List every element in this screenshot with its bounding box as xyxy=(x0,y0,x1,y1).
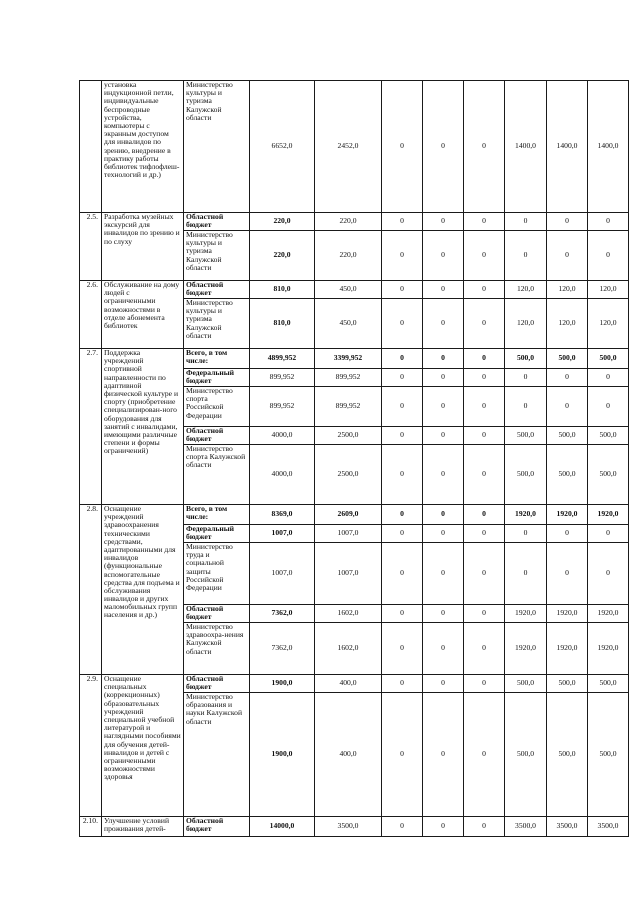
funding-source: Министерство здравоохра-нения Калужской области xyxy=(184,623,250,675)
amount-total: 1007,0 xyxy=(250,543,315,605)
amount-year: 0 xyxy=(423,693,464,817)
funding-source: Министерство образования и науки Калужской области xyxy=(184,693,250,817)
amount-total: 7362,0 xyxy=(250,623,315,675)
measure-name: Разработка музейных экскурсий для инвалидов по зрению и по слуху xyxy=(102,213,184,281)
amount-year: 0 xyxy=(588,543,629,605)
amount-year: 0 xyxy=(382,623,423,675)
amount-year: 1920,0 xyxy=(505,623,547,675)
amount-year: 0 xyxy=(505,387,547,427)
amount-year: 1602,0 xyxy=(315,623,382,675)
amount-year: 0 xyxy=(464,299,505,349)
amount-year: 0 xyxy=(505,231,547,281)
amount-year: 500,0 xyxy=(588,675,629,693)
amount-year: 0 xyxy=(382,281,423,299)
amount-total: 810,0 xyxy=(250,299,315,349)
funding-source: Всего, в том числе: xyxy=(184,505,250,525)
amount-year: 2452,0 xyxy=(315,81,382,213)
amount-year: 1920,0 xyxy=(588,623,629,675)
amount-year: 120,0 xyxy=(547,299,588,349)
amount-year: 0 xyxy=(505,213,547,231)
measure-name: Обслуживание на дому людей с ограниченными возможностями в отделе абонемента библиотек xyxy=(102,281,184,349)
amount-year: 120,0 xyxy=(505,281,547,299)
amount-year: 3500,0 xyxy=(505,817,547,837)
amount-year: 0 xyxy=(588,369,629,387)
amount-total: 1007,0 xyxy=(250,525,315,543)
amount-total: 220,0 xyxy=(250,231,315,281)
amount-total: 1900,0 xyxy=(250,675,315,693)
amount-year: 220,0 xyxy=(315,231,382,281)
amount-year: 450,0 xyxy=(315,299,382,349)
amount-year: 2500,0 xyxy=(315,427,382,445)
amount-year: 0 xyxy=(382,427,423,445)
amount-year: 0 xyxy=(464,213,505,231)
funding-source: Областной бюджет xyxy=(184,213,250,231)
funding-source: Министерство культуры и туризма Калужской области xyxy=(184,231,250,281)
amount-year: 2609,0 xyxy=(315,505,382,525)
amount-year: 0 xyxy=(382,543,423,605)
amount-year: 0 xyxy=(423,817,464,837)
amount-year: 500,0 xyxy=(588,445,629,505)
amount-year: 0 xyxy=(464,445,505,505)
amount-year: 1920,0 xyxy=(505,605,547,623)
budget-table xyxy=(79,80,629,837)
amount-year: 1920,0 xyxy=(588,605,629,623)
funding-source: Министерство спорта Российской Федерации xyxy=(184,387,250,427)
funding-source: Всего, в том числе: xyxy=(184,349,250,369)
amount-year: 0 xyxy=(423,623,464,675)
amount-year: 1920,0 xyxy=(588,505,629,525)
amount-year: 0 xyxy=(464,81,505,213)
amount-year: 0 xyxy=(423,299,464,349)
amount-year: 0 xyxy=(547,387,588,427)
amount-total: 14000,0 xyxy=(250,817,315,837)
funding-source: Областной бюджет xyxy=(184,281,250,299)
funding-source: Федеральный бюджет xyxy=(184,525,250,543)
amount-year: 500,0 xyxy=(588,693,629,817)
amount-year: 0 xyxy=(588,525,629,543)
amount-year: 500,0 xyxy=(547,349,588,369)
amount-year: 0 xyxy=(382,369,423,387)
measure-name: установка индукционной петли, индивидуальные беспроводные устройства, компьютеры с экранным доступом для инвалидов по зрению, внедрение в практику работы библиотек тифлофлеш-технологий и др.) xyxy=(102,81,184,213)
amount-year: 899,952 xyxy=(315,387,382,427)
amount-year: 0 xyxy=(464,525,505,543)
funding-source: Министерство спорта Калужской области xyxy=(184,445,250,505)
row-number: 2.7. xyxy=(80,349,102,505)
amount-year: 0 xyxy=(423,387,464,427)
funding-source: Министерство труда и социальной защиты Российской Федерации xyxy=(184,543,250,605)
amount-year: 0 xyxy=(382,445,423,505)
amount-year: 0 xyxy=(588,213,629,231)
amount-year: 500,0 xyxy=(588,349,629,369)
amount-year: 0 xyxy=(547,369,588,387)
amount-year: 0 xyxy=(382,525,423,543)
table-body xyxy=(80,81,629,837)
amount-year: 0 xyxy=(423,231,464,281)
amount-year: 0 xyxy=(464,369,505,387)
amount-year: 0 xyxy=(382,231,423,281)
amount-year: 0 xyxy=(464,281,505,299)
amount-total: 4899,952 xyxy=(250,349,315,369)
amount-year: 0 xyxy=(464,817,505,837)
amount-year: 120,0 xyxy=(505,299,547,349)
funding-source: Министерство культуры и туризма Калужской области xyxy=(184,81,250,213)
table-row xyxy=(80,505,629,525)
amount-year: 500,0 xyxy=(505,445,547,505)
amount-year: 500,0 xyxy=(588,427,629,445)
amount-year: 120,0 xyxy=(588,299,629,349)
amount-year: 500,0 xyxy=(547,675,588,693)
amount-year: 220,0 xyxy=(315,213,382,231)
amount-year: 1007,0 xyxy=(315,525,382,543)
amount-year: 0 xyxy=(588,231,629,281)
amount-year: 0 xyxy=(464,349,505,369)
amount-year: 0 xyxy=(382,349,423,369)
row-number: 2.8. xyxy=(80,505,102,675)
amount-year: 0 xyxy=(382,81,423,213)
amount-year: 0 xyxy=(505,543,547,605)
amount-year: 1920,0 xyxy=(547,623,588,675)
amount-year: 0 xyxy=(382,387,423,427)
row-number: 2.10. xyxy=(80,817,102,837)
table-row xyxy=(80,349,629,369)
amount-year: 400,0 xyxy=(315,693,382,817)
amount-year: 3500,0 xyxy=(547,817,588,837)
amount-year: 400,0 xyxy=(315,675,382,693)
amount-year: 0 xyxy=(505,369,547,387)
amount-year: 0 xyxy=(464,505,505,525)
amount-year: 0 xyxy=(588,387,629,427)
amount-year: 0 xyxy=(423,675,464,693)
amount-year: 500,0 xyxy=(505,675,547,693)
row-number: 2.9. xyxy=(80,675,102,817)
amount-year: 0 xyxy=(464,675,505,693)
funding-source: Федеральный бюджет xyxy=(184,369,250,387)
amount-total: 6652,0 xyxy=(250,81,315,213)
row-number: 2.5. xyxy=(80,213,102,281)
table-row xyxy=(80,281,629,299)
amount-year: 0 xyxy=(423,445,464,505)
funding-source: Областной бюджет xyxy=(184,427,250,445)
amount-total: 810,0 xyxy=(250,281,315,299)
amount-year: 1400,0 xyxy=(547,81,588,213)
amount-year: 1400,0 xyxy=(588,81,629,213)
amount-total: 220,0 xyxy=(250,213,315,231)
amount-year: 0 xyxy=(423,605,464,623)
amount-year: 1920,0 xyxy=(505,505,547,525)
amount-year: 0 xyxy=(382,817,423,837)
measure-name: Улучшение условий проживания детей- xyxy=(102,817,184,837)
amount-year: 0 xyxy=(464,427,505,445)
amount-year: 0 xyxy=(464,623,505,675)
amount-total: 7362,0 xyxy=(250,605,315,623)
amount-year: 0 xyxy=(464,231,505,281)
funding-source: Областной бюджет xyxy=(184,817,250,837)
table-row xyxy=(80,81,629,213)
amount-year: 2500,0 xyxy=(315,445,382,505)
amount-year: 0 xyxy=(382,299,423,349)
measure-name: Оснащение специальных (коррекционных) образовательных учреждений специальной учебной литературой и наглядными пособиями для обучения детей-инвалидов и детей с ограниченными возможностями здоровья xyxy=(102,675,184,817)
funding-source: Областной бюджет xyxy=(184,675,250,693)
amount-year: 0 xyxy=(464,693,505,817)
amount-total: 899,952 xyxy=(250,369,315,387)
amount-year: 0 xyxy=(382,693,423,817)
amount-year: 500,0 xyxy=(505,349,547,369)
measure-name: Поддержка учреждений спортивной направленности по адаптивной физической культуре и спорту (приобретение специализирован-ного оборудования для занятий с инвалидами, имеющими различные степени и формы ограничений) xyxy=(102,349,184,505)
amount-year: 0 xyxy=(547,543,588,605)
amount-year: 0 xyxy=(423,213,464,231)
amount-total: 1900,0 xyxy=(250,693,315,817)
amount-year: 500,0 xyxy=(547,427,588,445)
amount-year: 0 xyxy=(382,505,423,525)
amount-year: 120,0 xyxy=(547,281,588,299)
funding-source: Областной бюджет xyxy=(184,605,250,623)
amount-year: 0 xyxy=(547,213,588,231)
amount-year: 1920,0 xyxy=(547,505,588,525)
amount-year: 120,0 xyxy=(588,281,629,299)
amount-year: 0 xyxy=(464,387,505,427)
row-number: 2.6. xyxy=(80,281,102,349)
amount-year: 0 xyxy=(382,675,423,693)
table-row xyxy=(80,817,629,837)
amount-year: 3500,0 xyxy=(588,817,629,837)
amount-total: 4000,0 xyxy=(250,427,315,445)
funding-source: Министерство культуры и туризма Калужской области xyxy=(184,299,250,349)
amount-total: 8369,0 xyxy=(250,505,315,525)
amount-year: 1602,0 xyxy=(315,605,382,623)
amount-year: 0 xyxy=(382,605,423,623)
amount-year: 500,0 xyxy=(505,427,547,445)
amount-year: 0 xyxy=(423,281,464,299)
amount-year: 1920,0 xyxy=(547,605,588,623)
amount-year: 0 xyxy=(423,369,464,387)
table-row xyxy=(80,675,629,693)
amount-year: 500,0 xyxy=(505,693,547,817)
amount-year: 0 xyxy=(382,213,423,231)
amount-year: 450,0 xyxy=(315,281,382,299)
amount-year: 0 xyxy=(547,525,588,543)
amount-year: 0 xyxy=(423,427,464,445)
amount-year: 0 xyxy=(547,231,588,281)
amount-year: 1400,0 xyxy=(505,81,547,213)
amount-year: 0 xyxy=(423,81,464,213)
amount-year: 1007,0 xyxy=(315,543,382,605)
amount-year: 0 xyxy=(505,525,547,543)
amount-total: 4000,0 xyxy=(250,445,315,505)
amount-year: 3399,952 xyxy=(315,349,382,369)
measure-name: Оснащение учреждений здравоохранения техническими средствами, адаптированными для инвалидов (функциональные вспомогательные средства для подъема и обслуживания инвалидов и других маломобильных групп населения и др.) xyxy=(102,505,184,675)
amount-year: 899,952 xyxy=(315,369,382,387)
amount-year: 500,0 xyxy=(547,693,588,817)
amount-year: 0 xyxy=(423,349,464,369)
amount-total: 899,952 xyxy=(250,387,315,427)
amount-year: 0 xyxy=(423,525,464,543)
amount-year: 0 xyxy=(423,543,464,605)
amount-year: 0 xyxy=(464,543,505,605)
amount-year: 0 xyxy=(423,505,464,525)
row-number xyxy=(80,81,102,213)
table-row xyxy=(80,213,629,231)
amount-year: 3500,0 xyxy=(315,817,382,837)
amount-year: 0 xyxy=(464,605,505,623)
amount-year: 500,0 xyxy=(547,445,588,505)
